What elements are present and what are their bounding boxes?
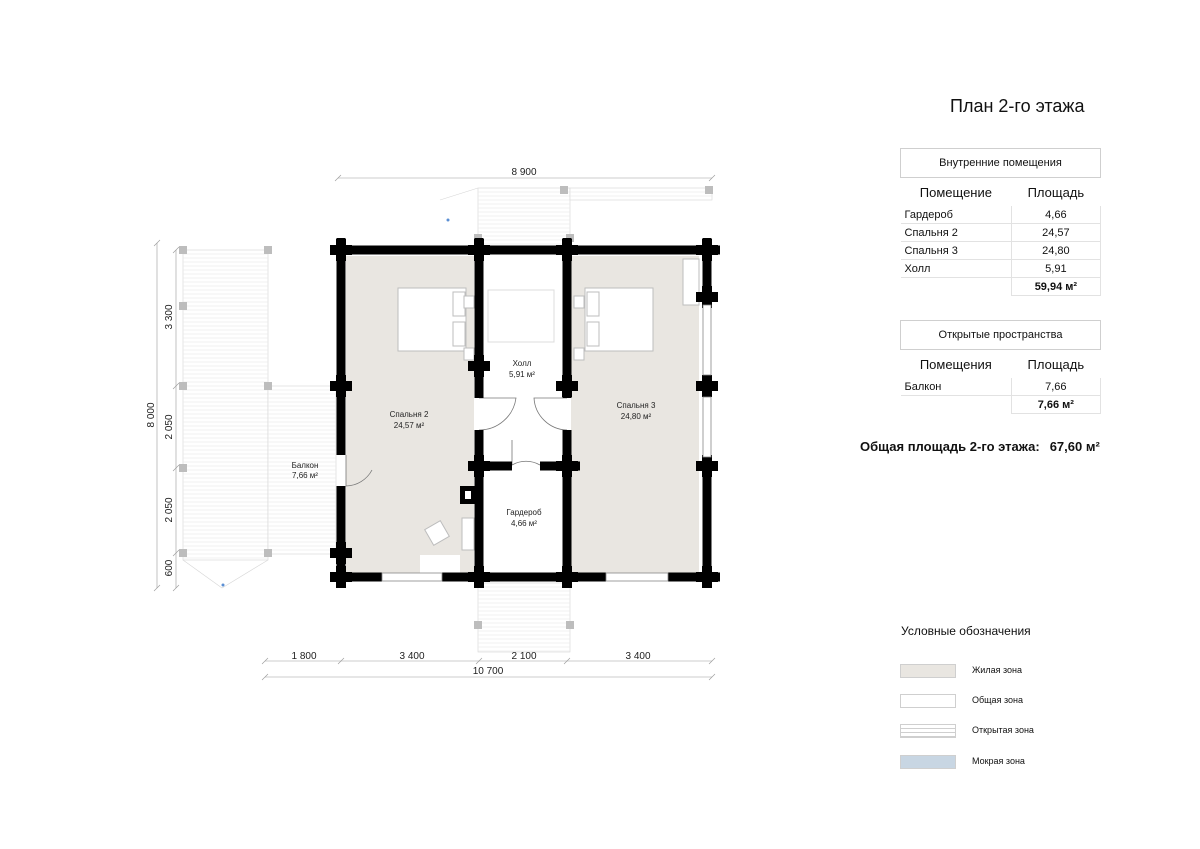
dim-left-segment: 2 050: [164, 497, 175, 523]
total-cell: 7,66 м²: [1011, 396, 1100, 414]
log-joint: [468, 572, 490, 582]
deck-post: [264, 382, 272, 390]
window: [606, 573, 668, 581]
hall-name: Холл: [512, 359, 532, 368]
dim-left-segment: 2 050: [164, 414, 175, 440]
dim-left-total: 8 000: [146, 402, 157, 428]
deck-post: [705, 186, 713, 194]
room-cell: Гардероб: [901, 206, 1012, 224]
legend-item-wet: [900, 755, 1100, 771]
deck-post: [179, 382, 187, 390]
open-spaces-table: [900, 320, 1101, 414]
open-table-caption: Открытые пространства: [901, 321, 1101, 350]
deck-outline: [183, 250, 268, 560]
table-row: [901, 260, 1101, 278]
room-cell: Спальня 3: [901, 242, 1012, 260]
pillow-bedroom-3b: [587, 322, 599, 346]
bedroom-3-name: Спальня 3: [616, 401, 656, 410]
area-cell: 5,91: [1011, 260, 1100, 278]
dim-bottom-segment: 3 400: [399, 651, 425, 662]
room-cell: Спальня 2: [901, 224, 1012, 242]
log-joint: [696, 245, 718, 255]
column-header-area: Площадь: [1027, 356, 1085, 372]
stair-well: [488, 290, 554, 342]
nightstand: [574, 348, 584, 360]
table-row: [901, 224, 1101, 242]
log-joint: [556, 461, 578, 471]
legend-label: Общая зона: [972, 695, 1023, 705]
legend-item-living: [900, 664, 1100, 680]
table-row: [901, 242, 1101, 260]
deck-outline: [478, 188, 570, 250]
drain-point: [447, 219, 450, 222]
log-joint: [468, 461, 490, 471]
pillow-bedroom-2b: [453, 322, 465, 346]
bedroom-3-area-label: 24,80 м²: [620, 412, 652, 421]
dim-bottom-total: 10 700: [472, 666, 504, 677]
log-joint: [556, 245, 578, 255]
door-bedroom-2: [479, 398, 516, 430]
total-area-value: 67,60 м²: [1049, 439, 1100, 454]
dim-left-segment: 3 300: [164, 304, 175, 330]
area-cell: 24,80: [1011, 242, 1100, 260]
window: [703, 397, 711, 457]
room-cell: Холл: [901, 260, 1012, 278]
dim-bottom-segment: 1 800: [291, 651, 317, 662]
stove-opening: [465, 491, 471, 499]
deck-stair-outline: [440, 188, 478, 200]
table-row: [901, 378, 1101, 396]
window: [382, 573, 442, 581]
dim-bottom-segment: 3 400: [625, 651, 651, 662]
wall-log: [330, 246, 720, 255]
deck-post: [179, 464, 187, 472]
deck-outline: [570, 188, 712, 200]
drain-point: [222, 584, 225, 587]
legend-swatch-living: [900, 664, 956, 678]
total-cell: 59,94 м²: [1011, 278, 1100, 296]
interior-table-caption: Внутренние помещения: [901, 149, 1101, 178]
pillow-bedroom-3: [587, 292, 599, 316]
door-wardrobe: [512, 440, 540, 465]
dim-top: 8 900: [511, 167, 537, 178]
wall-log: [442, 573, 606, 582]
deck-stair-outline: [183, 560, 268, 588]
hall-area: 5,91 м²: [509, 370, 535, 379]
legend-swatch-common: [900, 694, 956, 708]
column-header-area: Площадь: [1027, 184, 1085, 200]
wardrobe-area: 4,66 м²: [511, 519, 537, 528]
dim-bottom-segment: 2 100: [511, 651, 537, 662]
log-joint: [330, 381, 352, 391]
wardrobe-name: Гардероб: [506, 508, 542, 517]
legend-label: Мокрая зона: [972, 756, 1025, 766]
bedroom-2-area-label: 24,57 м²: [393, 421, 425, 430]
legend-item-open: [900, 724, 1100, 740]
deck-post: [179, 549, 187, 557]
wall-log: [475, 430, 484, 588]
column-header-room: Помещения: [919, 356, 992, 372]
wall-log: [337, 238, 346, 455]
dim-left-segment: 600: [164, 559, 175, 577]
legend-swatch-open: [900, 724, 956, 738]
table-total-row: [901, 396, 1101, 414]
log-joint: [556, 381, 578, 391]
door-bedroom-3: [534, 398, 567, 430]
log-joint: [696, 292, 718, 302]
legend-title: Условные обозначения: [901, 624, 1031, 638]
wall-log: [563, 238, 572, 398]
deck-post: [566, 621, 574, 629]
log-joint: [330, 245, 352, 255]
deck-post: [179, 302, 187, 310]
nightstand: [464, 348, 474, 360]
interior-rooms-table: [900, 148, 1101, 296]
nightstand: [574, 296, 584, 308]
balcony-name: Балкон: [291, 461, 319, 470]
legend-swatch-wet: [900, 755, 956, 769]
column-header-room: Помещение: [919, 184, 992, 200]
pillow-bedroom-2: [453, 292, 465, 316]
log-joint: [330, 548, 352, 558]
page-title: План 2-го этажа: [950, 96, 1085, 116]
table-row: [901, 206, 1101, 224]
legend-item-common: [900, 694, 1100, 710]
log-joint: [468, 245, 490, 255]
deck-post: [474, 621, 482, 629]
log-joint: [696, 381, 718, 391]
area-cell: 24,57: [1011, 224, 1100, 242]
log-joint: [696, 461, 718, 471]
deck-post: [560, 186, 568, 194]
bedroom-2-name: Спальня 2: [389, 410, 429, 419]
log-joint: [330, 572, 352, 582]
log-joint: [696, 572, 718, 582]
desk: [462, 518, 474, 550]
total-floor-area: [860, 439, 1100, 454]
total-area-label: Общая площадь 2-го этажа:: [860, 439, 1040, 454]
deck-post: [264, 246, 272, 254]
legend-label: Открытая зона: [972, 725, 1034, 735]
room-cell: Балкон: [901, 378, 1012, 396]
table-total-row: [901, 278, 1101, 296]
deck-post: [264, 549, 272, 557]
legend-label: Жилая зона: [972, 665, 1022, 675]
wall-log: [563, 430, 572, 588]
log-joint: [556, 572, 578, 582]
area-cell: 4,66: [1011, 206, 1100, 224]
nightstand: [464, 296, 474, 308]
deck-outline: [478, 583, 570, 652]
log-joint: [468, 361, 490, 371]
balcony-area: 7,66 м²: [292, 471, 318, 480]
window: [703, 305, 711, 375]
area-cell: 7,66: [1011, 378, 1100, 396]
deck-post: [179, 246, 187, 254]
